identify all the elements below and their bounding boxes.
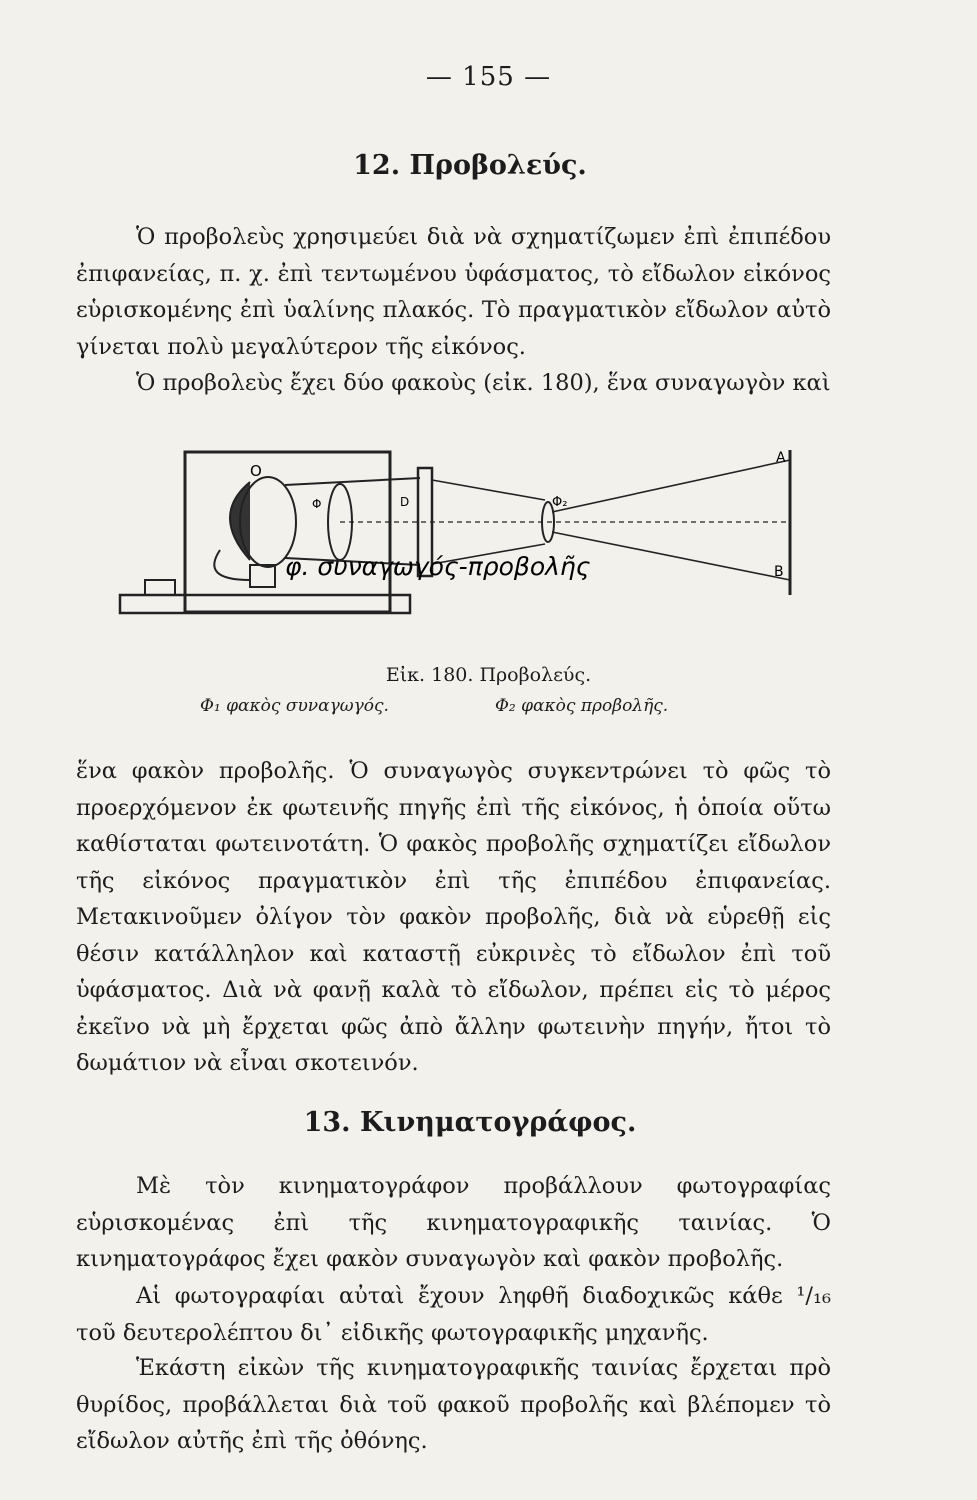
label-d: D [400, 495, 410, 509]
label-phi2: Φ₂ [552, 495, 568, 510]
tube-top [285, 478, 420, 485]
cone-top [432, 480, 545, 500]
label-b: B [774, 564, 784, 580]
lamp-socket [250, 565, 275, 587]
page-number: — 155 — [425, 62, 552, 92]
legend-projection: Φ₂ φακὸς προβολῆς. [495, 696, 669, 716]
section-13-paragraph-3: Ἑκάστη εἰκὼν τῆς κινηματογραφικῆς ταινίας ἔρχεται πρὸ θυρίδος, προβάλλεται διὰ τοῦ φακοῦ προβολῆς καὶ βλέπομεν τὸ εἴδωλον αὐτῆς ἐπὶ τῆς ὀθόνης. [76, 1355, 831, 1454]
section-13-title: 13. Κινηματογράφος. [303, 1107, 637, 1138]
section-12-paragraph-1: Ὁ προβολεὺς χρησιμεύει διὰ νὰ σχηματίζωμεν ἐπὶ ἐπιπέδου ἐπιφανείας, π. χ. ἐπὶ τεντωμένου ὑφάσματος, τὸ εἴδωλον εἰκόνος εὑρισκομένης ἐπὶ ὑαλίνης πλακός. Τὸ πραγματικὸν εἴδωλον αὐτὸ γίνεται πολὺ μεγαλύτερον τῆς εἰκόνος. [76, 224, 831, 360]
handwritten-annotation: φ. συναγωγός-προβολῆς [285, 552, 591, 581]
label-a: A [776, 450, 786, 466]
label-o: O [250, 462, 262, 480]
section-12-paragraph-3: ἕνα φακὸν προβολῆς. Ὁ συναγωγὸς συγκεντρώνει τὸ φῶς τὸ προερχόμενον ἐκ φωτεινῆς πηγῆς ἐπὶ τῆς εἰκόνος, ἡ ὁποία οὕτω καθίσταται φωτεινοτάτη. Ὁ φακὸς προβολῆς σχηματίζει εἴδωλον τῆς εἰκόνος πραγματικὸν ἐπὶ τῆς ἐπιπέδου ἐπιφανείας. Μετακινοῦμεν ὀλίγον τὸν φακὸν προβολῆς, διὰ νὰ εὑρεθῇ εἰς θέσιν κατάλληλον καὶ καταστῇ εὐκρινὲς τὸ εἴδωλον ἐπὶ τοῦ ὑφάσματος. Διὰ νὰ φανῇ καλὰ τὸ εἴδωλον, πρέπει εἰς τὸ μέρος ἐκεῖνο νὰ μὴ ἔρχεται φῶς ἀπὸ ἄλλην φωτεινὴν πηγήν, ἤτοι τὸ δωμάτιον νὰ εἶναι σκοτεινόν. [76, 758, 831, 1076]
base-plate [120, 595, 410, 613]
section-13-paragraph-1: Μὲ τὸν κινηματογράφον προβάλλουν φωτογραφίας εὑρισκομένας ἐπὶ τῆς κινηματογραφικῆς ταινίας. Ὁ κινηματογράφος ἔχει φακὸν συναγωγὸν καὶ φακὸν προβολῆς. [76, 1173, 831, 1272]
section-12-title: 12. Προβολεύς. [353, 150, 587, 181]
section-12-paragraph-2: Ὁ προβολεὺς ἔχει δύο φακοὺς (εἰκ. 180), ἕνα συναγωγὸν καὶ [136, 370, 831, 396]
projector-diagram [100, 440, 820, 655]
ray-upper [552, 460, 790, 512]
legend-condenser: Φ₁ φακὸς συναγωγός. [200, 696, 389, 716]
section-13-paragraph-2: Αἱ φωτογραφίαι αὐταὶ ἔχουν ληφθῆ διαδοχικῶς κάθε ¹/₁₆ τοῦ δευτερολέπτου δι᾽ εἰδικῆς φωτογραφικῆς μηχανῆς. [76, 1283, 831, 1346]
figure-caption: Εἰκ. 180. Προβολεύς. [385, 664, 592, 686]
switch-knob [145, 580, 175, 595]
label-phi: Φ [312, 497, 322, 511]
lamp-housing [185, 452, 390, 612]
